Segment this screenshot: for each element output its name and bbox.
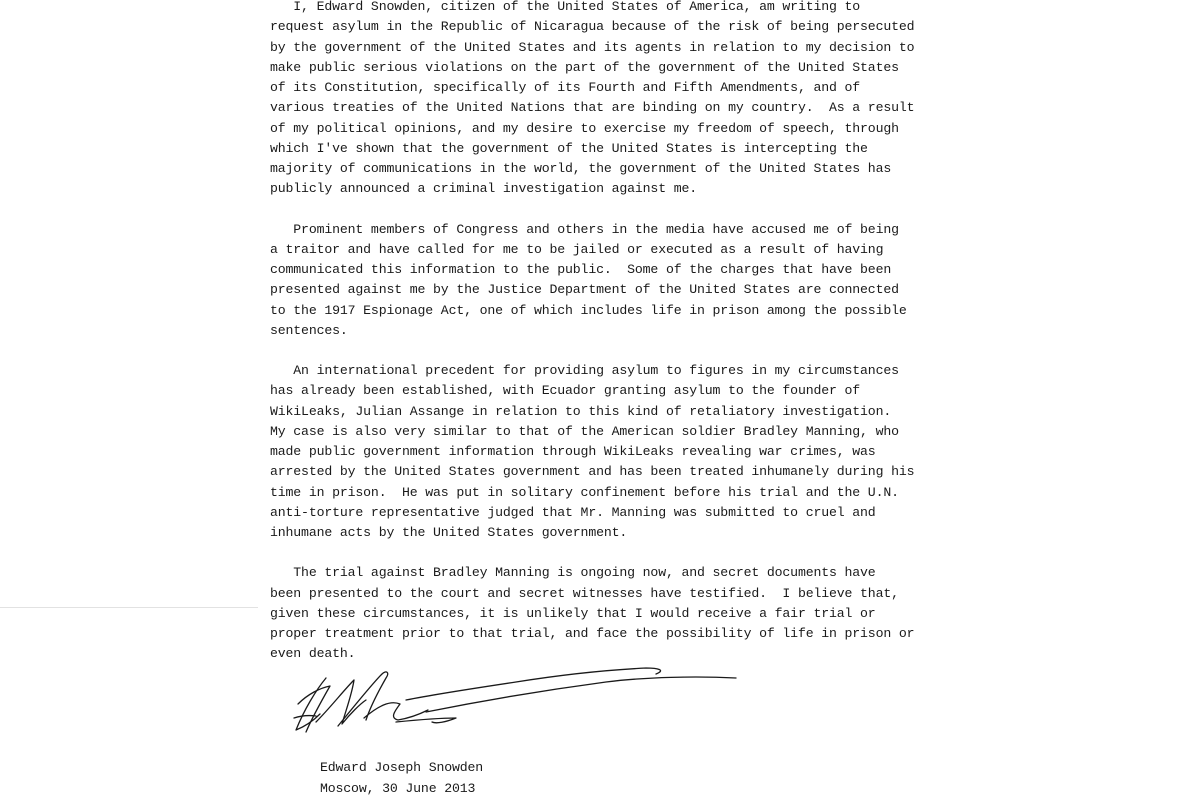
- text-line: The trial against Bradley Manning is ongoing now, and secret documents have: [270, 565, 876, 581]
- text-line: given these circumstances, it is unlikely that I would receive a fair trial or: [270, 605, 876, 621]
- paragraph-trial: [270, 563, 970, 664]
- text-line: a traitor and have called for me to be jailed or executed as a result of having: [270, 241, 884, 257]
- text-line: arrested by the United States government and has been treated inhumanely during his: [270, 464, 915, 480]
- text-line: presented against me by the Justice Department of the United States are connected: [270, 282, 899, 298]
- text-line: My case is also very similar to that of the American soldier Bradley Manning, who: [270, 423, 899, 439]
- text-line: Prominent members of Congress and others in the media have accused me of being: [270, 221, 899, 237]
- text-line: I, Edward Snowden, citizen of the United States of America, am writing to: [270, 0, 861, 14]
- text-line: majority of communications in the world, the government of the United States has: [270, 161, 892, 176]
- text-line: inhumane acts by the United States government.: [270, 525, 628, 540]
- text-line: communicated this information to the public. Some of the charges that have been: [270, 262, 892, 277]
- text-line: time in prison. He was put in solitary confinement before his trial and the U.N.: [270, 484, 899, 500]
- text-line: even death.: [270, 646, 356, 662]
- signature-block: [320, 757, 483, 799]
- text-line: of my political opinions, and my desire to exercise my freedom of speech, through: [270, 120, 899, 136]
- text-line: WikiLeaks, Julian Assange in relation to this kind of retaliatory investigation.: [270, 403, 892, 419]
- text-line: publicly announced a criminal investigation against me.: [270, 181, 698, 197]
- text-line: make public serious violations on the part of the government of the United States: [270, 59, 899, 75]
- text-line: An international precedent for providing asylum to figures in my circumstances: [270, 363, 899, 378]
- text-line: to the 1917 Espionage Act, one of which includes life in prison among the possible: [270, 302, 907, 318]
- paragraph-accusations: [270, 220, 970, 342]
- letter-body: [270, 0, 970, 665]
- text-line: made public government information through WikiLeaks revealing war crimes, was: [270, 444, 876, 459]
- text-line: which I've shown that the government of the United States is intercepting the: [270, 140, 868, 156]
- signatory-name: Edward Joseph Snowden: [320, 760, 484, 775]
- text-line: anti-torture representative judged that Mr. Manning was submitted to cruel and: [270, 504, 876, 520]
- handwritten-signature: [286, 660, 746, 740]
- text-line: has already been established, with Ecuador granting asylum to the founder of: [270, 383, 861, 399]
- place-and-date: Moscow, 30 June 2013: [320, 781, 476, 796]
- text-line: sentences.: [270, 322, 348, 338]
- paragraph-precedent: [270, 361, 970, 543]
- text-line: proper treatment prior to that trial, and face the possibility of life in prison or: [270, 626, 915, 641]
- text-line: by the government of the United States and its agents in relation to my decision to: [270, 39, 915, 55]
- divider: [0, 607, 258, 608]
- text-line: of its Constitution, specifically of its Fourth and Fifth Amendments, and of: [270, 80, 861, 95]
- text-line: been presented to the court and secret witnesses have testified. I believe that,: [270, 585, 899, 601]
- text-line: request asylum in the Republic of Nicaragua because of the risk of being persecuted: [270, 19, 915, 35]
- text-line: various treaties of the United Nations that are binding on my country. As a result: [270, 100, 915, 116]
- paragraph-asylum-request: [270, 0, 970, 200]
